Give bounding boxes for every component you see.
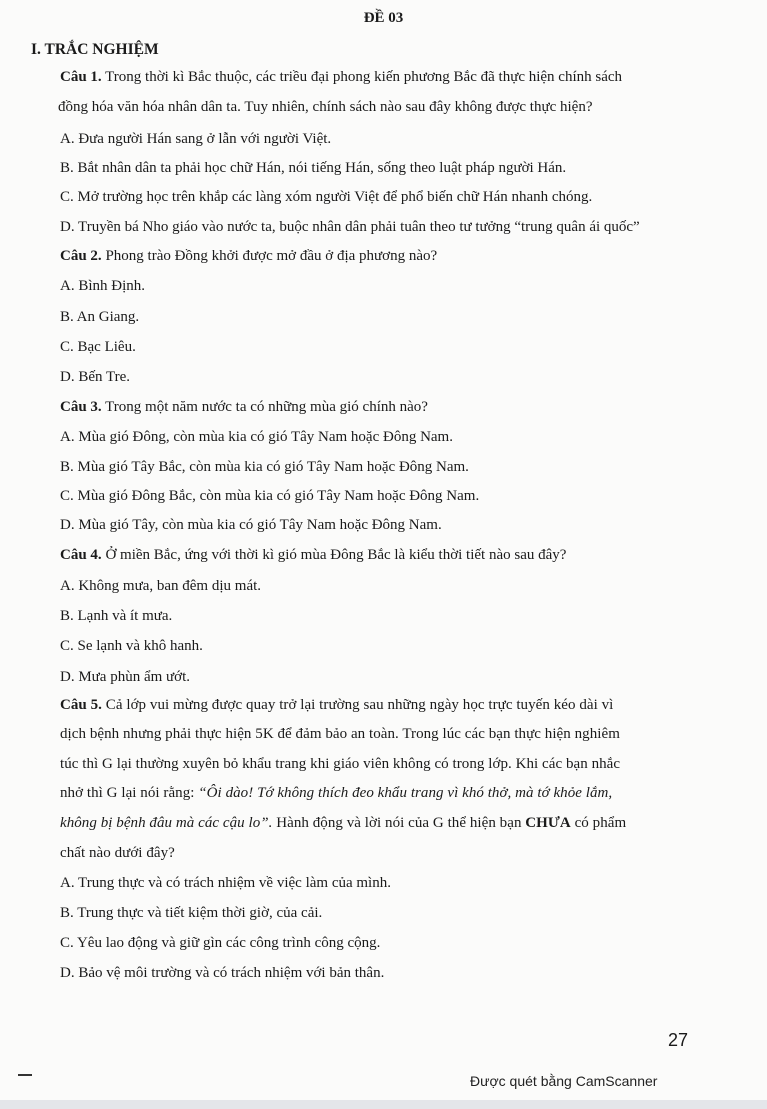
question-5-line-6: chất nào dưới đây? — [60, 845, 175, 861]
question-5-line-4 — [60, 785, 612, 802]
question-5-label: Câu 5. — [60, 697, 102, 713]
question-4 — [60, 547, 566, 564]
question-4-option-c: C. Se lạnh và khô hanh. — [60, 638, 203, 654]
question-2-option-d: D. Bến Tre. — [60, 369, 131, 385]
question-2-label: Câu 2. — [60, 248, 102, 264]
question-5-line-5 — [60, 815, 626, 832]
question-5-line-3: túc thì G lại thường xuyên bỏ khẩu trang khi giáo viên không có trong lớp. Khi các bạn nhắc — [60, 756, 621, 772]
question-2-option-b: B. An Giang. — [60, 309, 140, 325]
question-4-label: Câu 4. — [60, 547, 102, 563]
question-5-line-5-post: Hành động và lời nói của G thể hiện bạn — [272, 815, 526, 831]
question-1-label: Câu 1. — [60, 69, 102, 85]
question-1-option-b: B. Bắt nhân dân ta phải học chữ Hán, nói tiếng Hán, sống theo luật pháp người Hán. — [60, 160, 567, 176]
question-5-line-5-end: có phẩm — [570, 815, 627, 831]
scanner-watermark: Được quét bằng CamScanner — [470, 1073, 658, 1089]
question-5-option-d: D. Bảo vệ môi trường và có trách nhiệm với bản thân. — [60, 965, 385, 981]
question-5-line-1 — [60, 697, 613, 714]
question-4-text: Ở miền Bắc, ứng với thời kì gió mùa Đông Bắc là kiểu thời tiết nào sau đây? — [101, 547, 567, 563]
question-5-quote-part-1: “Ôi dào! Tớ không thích đeo khẩu trang vì khó thở, mà tớ khỏe lắm, — [198, 785, 613, 801]
exam-title: ĐỀ 03 — [363, 10, 404, 26]
question-5-emphasis: CHƯA — [525, 815, 571, 831]
question-1-option-a: A. Đưa người Hán sang ở lẫn với người Việt. — [60, 131, 332, 147]
question-5-option-c: C. Yêu lao động và giữ gìn các công trình công cộng. — [60, 935, 381, 951]
section-title: I. TRẮC NGHIỆM — [31, 41, 159, 58]
question-1-option-c: C. Mở trường học trên khắp các làng xóm người Việt để phổ biến chữ Hán nhanh chóng. — [60, 189, 593, 205]
question-2-text: Phong trào Đồng khởi được mở đầu ở địa phương nào? — [101, 248, 438, 264]
question-4-option-b: B. Lạnh và ít mưa. — [60, 608, 173, 624]
question-2 — [60, 248, 437, 265]
bottom-strip — [0, 1100, 767, 1109]
question-3-label: Câu 3. — [60, 399, 102, 415]
question-1-option-d: D. Truyền bá Nho giáo vào nước ta, buộc nhân dân phải tuân theo tư tưởng “trung quân ái quốc” — [60, 219, 640, 235]
question-3-text: Trong một năm nước ta có những mùa gió chính nào? — [101, 399, 428, 415]
question-5-line-2: dịch bệnh nhưng phải thực hiện 5K để đảm bảo an toàn. Trong lúc các bạn thực hiện nghiêm — [60, 726, 620, 742]
question-1-line-1 — [60, 69, 622, 86]
question-5-quote-part-2: không bị bệnh đâu mà các cậu lo”. — [60, 815, 273, 831]
question-1-text: Trong thời kì Bắc thuộc, các triều đại phong kiến phương Bắc đã thực hiện chính sách — [101, 69, 623, 85]
question-5-line-4-pre: nhở thì G lại nói rằng: — [60, 785, 199, 801]
question-4-option-d: D. Mưa phùn ẩm ướt. — [60, 669, 191, 685]
question-3-option-a: A. Mùa gió Đông, còn mùa kia có gió Tây Nam hoặc Đông Nam. — [60, 429, 453, 445]
question-2-option-c: C. Bạc Liêu. — [60, 339, 136, 355]
question-3 — [60, 399, 428, 416]
question-5-option-a: A. Trung thực và có trách nhiệm về việc làm của mình. — [60, 875, 391, 891]
page-number: 27 — [668, 1030, 689, 1050]
question-5-text: Cả lớp vui mừng được quay trở lại trường sau những ngày học trực tuyến kéo dài vì — [101, 697, 614, 713]
question-3-option-c: C. Mùa gió Đông Bắc, còn mùa kia có gió Tây Nam hoặc Đông Nam. — [60, 488, 480, 504]
question-4-option-a: A. Không mưa, ban đêm dịu mát. — [60, 578, 262, 594]
question-3-option-d: D. Mùa gió Tây, còn mùa kia có gió Tây Nam hoặc Đông Nam. — [60, 517, 442, 533]
question-1-line-2: đồng hóa văn hóa nhân dân ta. Tuy nhiên, chính sách nào sau đây không được thực hiện? — [58, 99, 593, 115]
question-3-option-b: B. Mùa gió Tây Bắc, còn mùa kia có gió Tây Nam hoặc Đông Nam. — [60, 459, 469, 475]
question-5-option-b: B. Trung thực và tiết kiệm thời giờ, của cải. — [60, 905, 323, 921]
question-2-option-a: A. Bình Định. — [60, 278, 146, 294]
scan-mark — [18, 1074, 32, 1076]
